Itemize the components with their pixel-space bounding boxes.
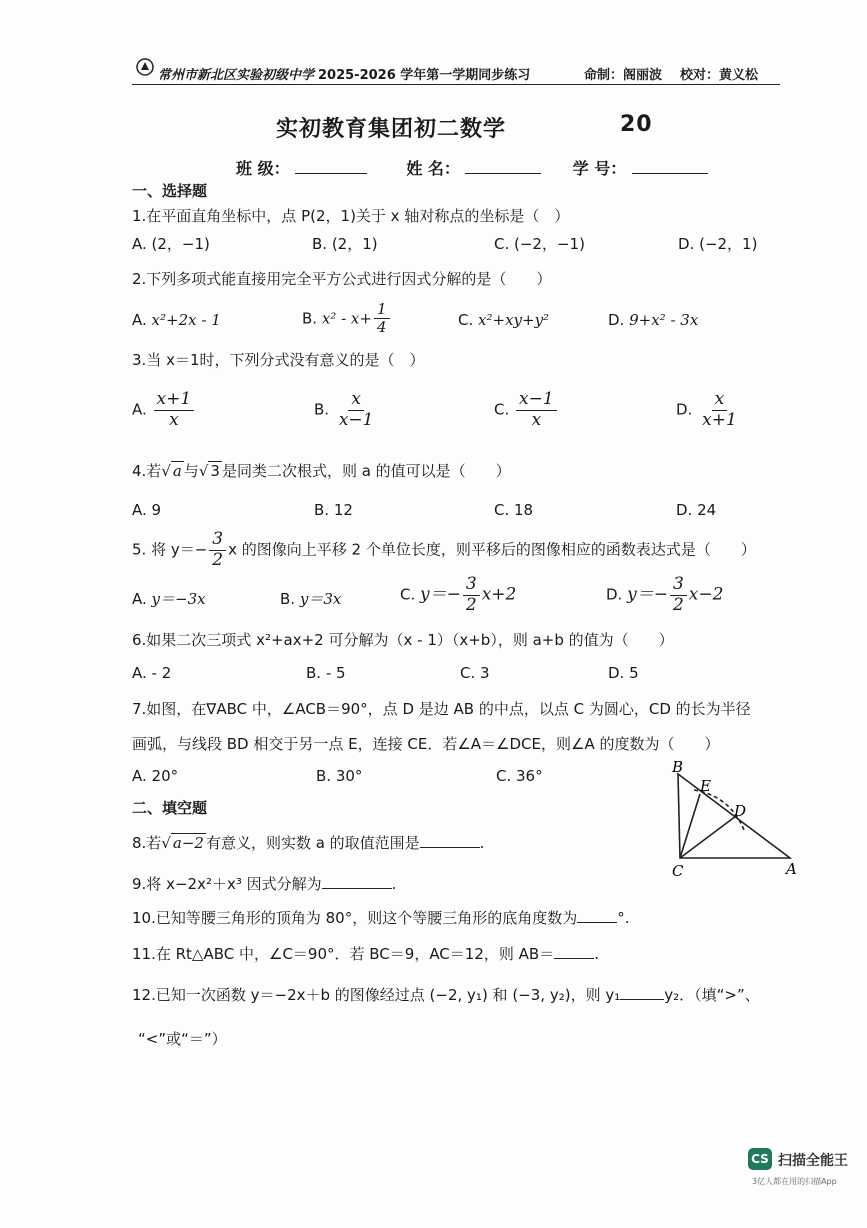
q5-option-b-expr: y＝3x <box>299 590 342 608</box>
q1-option-d: D. (−2，1) <box>678 235 758 253</box>
fraction-numerator: 3 <box>209 530 226 551</box>
sqrt-a-minus-2: √ a−2 <box>161 834 204 852</box>
q7-option-a: A. 20° <box>132 767 179 785</box>
q11-answer-blank[interactable] <box>554 958 594 959</box>
q5-option-a <box>132 588 206 609</box>
q3-option-b <box>314 390 379 430</box>
fraction-numerator: x <box>348 390 364 411</box>
question-7-line-1: 7.如图，在∇ABC 中，∠ACB＝90°，点 D 是边 AB 的中点，以点 C 为圆心，CD 的长为半径 <box>132 700 751 718</box>
question-4 <box>132 460 511 481</box>
q11-text-end: . <box>594 945 599 963</box>
fraction-denominator: 4 <box>376 318 387 337</box>
q3-option-c-fraction <box>516 390 557 430</box>
question-7-line-2: 画弧，与线段 BD 相交于另一点 E，连接 CE．若∠A＝∠DCE，则∠A 的度数为（ ） <box>132 735 720 753</box>
q5-text-pre: 5. 将 y＝− <box>132 540 208 559</box>
q5-option-d-fraction <box>670 575 687 615</box>
q4-option-b: B. 12 <box>314 501 353 519</box>
fraction-numerator: 1 <box>374 301 390 319</box>
q3-option-c <box>494 390 559 430</box>
q2-option-b-fraction <box>374 301 390 337</box>
fraction-numerator: x+1 <box>154 390 195 411</box>
name-blank[interactable] <box>465 173 541 174</box>
q3-option-d-fraction <box>699 390 740 430</box>
q4-text-pre: 4.若 <box>132 462 162 480</box>
q1-option-a: A. (2，−1) <box>132 235 210 253</box>
q5-option-c-letter: C. <box>400 585 416 604</box>
q3-option-d <box>676 390 742 430</box>
segment-cd <box>680 816 736 858</box>
label-e: E <box>700 777 711 795</box>
q5-option-c <box>400 575 516 615</box>
q3-option-a-fraction <box>154 390 195 430</box>
q3-option-a <box>132 390 196 430</box>
camscanner-logo-icon: CS <box>748 1148 772 1170</box>
q3-option-a-letter: A. <box>132 400 147 419</box>
q2-option-b-letter: B. <box>302 309 318 328</box>
q6-option-b: B. - 5 <box>306 664 346 682</box>
question-2: 2.下列多项式能直接用完全平方公式进行因式分解的是（ ） <box>132 270 552 288</box>
q5-text-post: x 的图像向上平移 2 个单位长度，则平移后的图像相应的函数表达式是（ ） <box>228 540 756 559</box>
q5-option-d-post: x−2 <box>688 584 724 605</box>
q3-option-d-letter: D. <box>676 400 693 419</box>
q5-option-b <box>280 588 341 609</box>
fraction-denominator: x <box>169 409 179 430</box>
q2-option-a-letter: A. <box>132 311 147 329</box>
school-logo-icon <box>136 58 154 76</box>
sqrt-radicand: 3 <box>210 462 220 480</box>
fraction-denominator: 2 <box>212 549 224 570</box>
q9-answer-blank[interactable] <box>322 888 392 889</box>
q5-option-d-pre: y＝− <box>627 584 668 605</box>
label-d: D <box>734 802 747 820</box>
q1-option-c: C. (−2，−1) <box>494 235 585 253</box>
school-name: 常州市新北区实验初级中学 <box>158 68 315 83</box>
q4-text-post: 是同类二次根式，则 a 的值可以是（ ） <box>221 462 511 480</box>
q2-option-d-expr: 9+x² - 3x <box>629 311 699 329</box>
sqrt-a: √ a <box>161 462 182 480</box>
q3-option-c-letter: C. <box>494 400 510 419</box>
q2-option-c-letter: C. <box>458 311 474 329</box>
q4-option-c: C. 18 <box>494 501 534 519</box>
sqrt-3: √ 3 <box>198 462 220 480</box>
q4-option-d: D. 24 <box>676 501 717 519</box>
id-label: 学 号： <box>572 159 627 178</box>
q9-text: 9.将 x−2x²＋x³ 因式分解为 <box>132 875 322 893</box>
scanner-app-name: 扫描全能王 <box>778 1153 848 1169</box>
label-c: C <box>672 862 684 880</box>
question-9 <box>132 873 396 894</box>
exam-name: 2025-2026 学年第一学期同步练习 <box>318 68 531 83</box>
header-rule <box>132 84 780 85</box>
name-label: 姓 名： <box>406 159 460 178</box>
fraction-denominator: x <box>531 409 542 430</box>
q6-option-d: D. 5 <box>608 664 639 682</box>
label-a: A <box>786 860 797 878</box>
section-fill-in: 二、填空题 <box>132 799 208 817</box>
question-6: 6.如果二次三项式 x²+ax+2 可分解为（x - 1）（x+b），则 a+b 的值为（ ） <box>132 631 674 649</box>
q1-option-b: B. (2，1) <box>312 235 378 253</box>
q6-option-a: A. - 2 <box>132 664 172 682</box>
q2-option-c-expr: x²+xy+y² <box>478 311 550 329</box>
q5-fraction <box>209 530 226 570</box>
q2-option-b-expr: x² - x+ <box>321 309 372 328</box>
fraction-denominator: 2 <box>465 594 477 615</box>
fraction-numerator: 3 <box>670 575 687 596</box>
q12-answer-blank[interactable] <box>620 999 664 1000</box>
scanner-tagline: 3亿人都在用的扫描App <box>752 1177 837 1186</box>
q5-option-d-letter: D. <box>606 585 623 604</box>
class-blank[interactable] <box>295 173 367 174</box>
q5-option-a-expr: y＝−3x <box>151 590 206 608</box>
q8-answer-blank[interactable] <box>420 847 480 848</box>
q7-triangle-figure <box>660 758 800 882</box>
q12-text-mid: y₂．（填“>”、 <box>664 986 760 1004</box>
sqrt-radicand: a <box>172 462 182 480</box>
fraction-denominator: x+1 <box>702 409 737 430</box>
q5-option-b-letter: B. <box>280 590 296 608</box>
q8-text-pre: 8.若 <box>132 834 162 852</box>
class-label: 班 级： <box>236 159 290 178</box>
q10-text-end: °. <box>617 909 630 927</box>
id-blank[interactable] <box>632 173 708 174</box>
q11-text: 11.在 Rt△ABC 中，∠C＝90°．若 BC＝9，AC＝12，则 AB＝ <box>132 945 555 963</box>
q7-option-c: C. 36° <box>496 767 543 785</box>
fraction-denominator: 2 <box>672 594 684 615</box>
paper-number: 20 <box>620 112 653 137</box>
section-choice: 一、选择题 <box>132 182 208 200</box>
author: 命制：阁丽波 <box>584 68 663 83</box>
question-8 <box>132 832 484 853</box>
q2-option-a-expr: x²+2x - 1 <box>151 311 221 329</box>
q5-option-c-post: x+2 <box>481 584 517 605</box>
q7-option-b: B. 30° <box>316 767 363 785</box>
question-12 <box>132 984 760 1005</box>
q5-option-c-pre: y＝− <box>420 584 461 605</box>
question-10 <box>132 907 630 928</box>
q2-option-c <box>458 311 549 329</box>
q3-option-b-letter: B. <box>314 400 330 419</box>
fraction-numerator: 3 <box>463 575 480 596</box>
q5-option-d <box>606 575 723 615</box>
q2-option-a <box>132 311 221 329</box>
q5-option-c-fraction <box>463 575 480 615</box>
segment-ce <box>680 794 700 858</box>
q2-option-d <box>608 311 698 329</box>
question-3: 3.当 x＝1时，下列分式没有意义的是（ ） <box>132 351 425 369</box>
q8-text-post: 有意义，则实数 a 的取值范围是 <box>205 834 420 852</box>
question-5 <box>132 530 756 570</box>
question-12-line-2: “<”或“＝”） <box>138 1030 227 1048</box>
q10-text: 10.已知等腰三角形的顶角为 80°，则这个等腰三角形的底角度数为 <box>132 909 578 927</box>
sqrt-radicand: a−2 <box>172 834 204 852</box>
q8-text-end: . <box>479 834 485 852</box>
student-info <box>236 156 708 179</box>
page-title: 实初教育集团初二数学 <box>276 116 507 142</box>
fraction-numerator: x−1 <box>516 390 557 411</box>
question-1: 1.在平面直角坐标中，点 P(2，1)关于 x 轴对称点的坐标是（ ） <box>132 207 570 225</box>
fraction-denominator: x−1 <box>338 409 374 430</box>
fraction-numerator: x <box>712 390 728 411</box>
q10-answer-blank[interactable] <box>577 922 617 923</box>
q4-option-a: A. 9 <box>132 501 162 519</box>
q5-option-a-letter: A. <box>132 590 147 608</box>
q6-option-c: C. 3 <box>460 664 490 682</box>
q4-text-mid: 与 <box>183 462 199 480</box>
checker: 校对：黄义松 <box>680 68 759 83</box>
q12-text-pre: 12.已知一次函数 y＝−2x＋b 的图像经过点 (−2, y₁) 和 (−3, y₂)，则 y₁ <box>132 986 621 1004</box>
q9-text-end: . <box>391 875 397 893</box>
q3-option-b-fraction <box>336 390 377 430</box>
q2-option-b <box>302 301 392 337</box>
question-11 <box>132 943 599 964</box>
q2-option-d-letter: D. <box>608 311 625 329</box>
label-b: B <box>672 758 684 776</box>
